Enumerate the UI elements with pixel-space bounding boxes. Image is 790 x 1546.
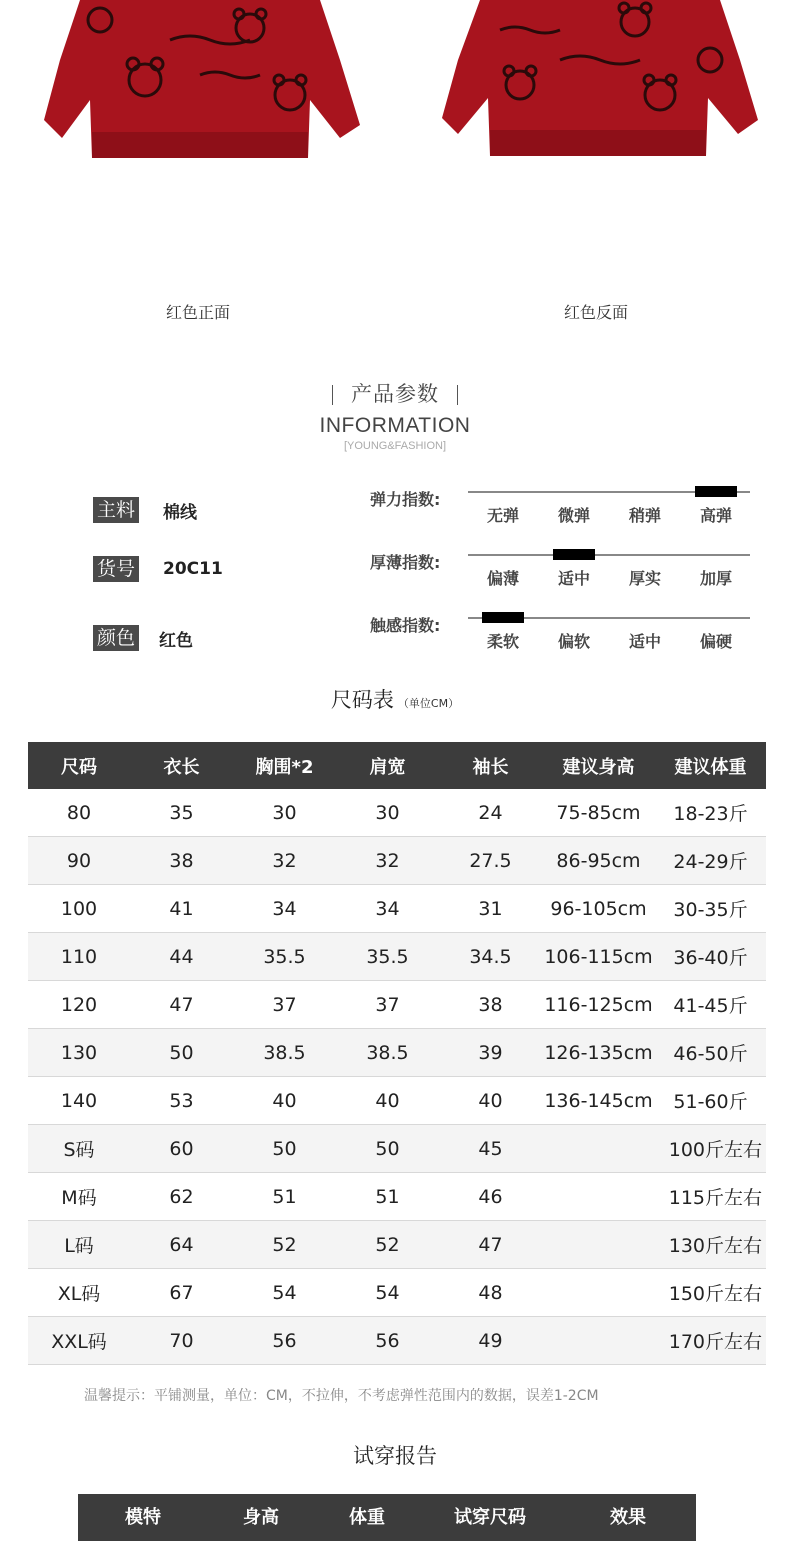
- table-cell: 130: [28, 1029, 130, 1077]
- table-row: [28, 1125, 766, 1173]
- table-cell: 56: [233, 1317, 336, 1365]
- try-on-header-cell: 身高: [243, 1507, 279, 1528]
- table-cell: 27.5: [439, 837, 542, 885]
- table-cell: 62: [130, 1173, 233, 1221]
- table-cell: 70: [130, 1317, 233, 1365]
- caption-back: 红色反面: [563, 303, 628, 322]
- table-cell: 150斤左右: [542, 1269, 766, 1317]
- table-cell: 140: [28, 1077, 130, 1125]
- index-option: 高弹: [699, 506, 732, 525]
- table-cell: 170斤左右: [542, 1317, 766, 1365]
- table-cell: 86-95cm: [542, 837, 655, 885]
- table-cell: 115斤左右: [542, 1173, 766, 1221]
- table-cell: 38: [439, 981, 542, 1029]
- caption-front: 红色正面: [165, 303, 230, 322]
- table-cell: 106-115cm: [542, 933, 655, 981]
- table-cell: 75-85cm: [542, 789, 655, 837]
- table-cell: 50: [130, 1029, 233, 1077]
- table-cell: 45: [439, 1125, 542, 1173]
- index-option: 偏硬: [699, 632, 732, 651]
- table-cell: 30: [233, 789, 336, 837]
- table-cell: 32: [233, 837, 336, 885]
- measurement-tip: 温馨提示：平铺测量，单位：CM，不拉伸，不考虑弹性范围内的数据，误差1-2CM: [84, 1388, 599, 1404]
- table-cell: 36-40斤: [655, 933, 766, 981]
- try-on-header-cell: 效果: [610, 1507, 646, 1528]
- table-cell: 39: [439, 1029, 542, 1077]
- index-elasticity: [370, 491, 760, 531]
- table-cell: 44: [130, 933, 233, 981]
- table-cell: XXL码: [28, 1317, 130, 1365]
- size-table-header-cell: 建议体重: [655, 742, 766, 789]
- table-cell: 48: [439, 1269, 542, 1317]
- index-option: 偏薄: [486, 569, 519, 588]
- table-cell: 18-23斤: [655, 789, 766, 837]
- table-cell: 24-29斤: [655, 837, 766, 885]
- table-row: [28, 1317, 766, 1365]
- table-cell: 80: [28, 789, 130, 837]
- table-cell: 35.5: [233, 933, 336, 981]
- size-chart-title: [0, 684, 790, 714]
- table-cell: 96-105cm: [542, 885, 655, 933]
- table-cell: 54: [336, 1269, 439, 1317]
- table-cell: 37: [233, 981, 336, 1029]
- table-cell: 67: [130, 1269, 233, 1317]
- table-cell: 38.5: [336, 1029, 439, 1077]
- index-option: 柔软: [486, 632, 519, 651]
- table-cell: 49: [439, 1317, 542, 1365]
- size-table-header-cell: 袖长: [439, 742, 542, 789]
- index-option: 适中: [557, 569, 590, 588]
- index-option: 微弹: [557, 506, 590, 525]
- index-marker: [553, 549, 595, 560]
- index-option: 无弹: [486, 506, 519, 525]
- table-cell: 51-60斤: [655, 1077, 766, 1125]
- table-cell: 46-50斤: [655, 1029, 766, 1077]
- param-key: 颜色: [93, 625, 139, 651]
- table-cell: 52: [336, 1221, 439, 1269]
- index-marker: [695, 486, 737, 497]
- table-cell: 53: [130, 1077, 233, 1125]
- table-cell: 38.5: [233, 1029, 336, 1077]
- table-cell: L码: [28, 1221, 130, 1269]
- table-cell: 34: [336, 885, 439, 933]
- index-marker: [482, 612, 524, 623]
- info-title-cn-text: 产品参数: [351, 382, 439, 406]
- param-color: [93, 625, 193, 651]
- index-option: 适中: [628, 632, 661, 651]
- size-table-header-cell: 胸围*2: [233, 742, 336, 789]
- table-cell: 54: [233, 1269, 336, 1317]
- table-cell: 24: [439, 789, 542, 837]
- table-cell: 50: [233, 1125, 336, 1173]
- info-subtitle: [YOUNG&FASHION]: [343, 440, 447, 452]
- table-cell: 60: [130, 1125, 233, 1173]
- table-row: [28, 1077, 766, 1125]
- param-item-number: [93, 556, 223, 582]
- table-cell: 30-35斤: [655, 885, 766, 933]
- table-cell: 116-125cm: [542, 981, 655, 1029]
- size-table-header-cell: 衣长: [130, 742, 233, 789]
- table-cell: 40: [233, 1077, 336, 1125]
- info-title-cn: [0, 378, 790, 408]
- table-cell: 34.5: [439, 933, 542, 981]
- index-option: 偏软: [557, 632, 590, 651]
- table-cell: 32: [336, 837, 439, 885]
- index-option: 加厚: [699, 569, 732, 588]
- table-row: [28, 1221, 766, 1269]
- param-key: 主料: [93, 497, 139, 523]
- index-label: 弹力指数:: [370, 490, 441, 509]
- table-row: [28, 981, 766, 1029]
- info-header: [0, 378, 790, 452]
- size-table-header-cell: 建议身高: [542, 742, 655, 789]
- table-cell: 41: [130, 885, 233, 933]
- table-cell: 41-45斤: [655, 981, 766, 1029]
- table-cell: 38: [130, 837, 233, 885]
- try-on-header-row: [78, 1494, 696, 1541]
- table-cell: S码: [28, 1125, 130, 1173]
- try-on-header-cell: 体重: [349, 1507, 385, 1528]
- size-chart-title-text: 尺码表: [330, 688, 394, 712]
- size-table-header-row: [28, 742, 766, 789]
- table-cell: 64: [130, 1221, 233, 1269]
- table-cell: 100: [28, 885, 130, 933]
- size-chart-unit: （单位CM）: [397, 697, 460, 710]
- table-row: [28, 789, 766, 837]
- table-row: [28, 885, 766, 933]
- param-value: 20C11: [163, 559, 223, 579]
- table-row: [28, 837, 766, 885]
- table-row: [28, 1029, 766, 1077]
- size-table-header-cell: 肩宽: [336, 742, 439, 789]
- divider: [457, 385, 458, 405]
- table-cell: 47: [439, 1221, 542, 1269]
- table-cell: 120: [28, 981, 130, 1029]
- table-row: [28, 1269, 766, 1317]
- table-row: [28, 1173, 766, 1221]
- table-cell: XL码: [28, 1269, 130, 1317]
- divider: [332, 385, 333, 405]
- table-cell: 35: [130, 789, 233, 837]
- param-material: [93, 497, 197, 523]
- table-cell: 51: [336, 1173, 439, 1221]
- table-cell: 110: [28, 933, 130, 981]
- table-row: [28, 933, 766, 981]
- table-cell: 100斤左右: [542, 1125, 766, 1173]
- try-on-title: 试穿报告: [353, 1444, 437, 1468]
- param-value: 红色: [159, 630, 194, 651]
- table-cell: M码: [28, 1173, 130, 1221]
- table-cell: 34: [233, 885, 336, 933]
- index-scale-line: [468, 554, 750, 556]
- try-on-header-cell: 模特: [125, 1507, 161, 1528]
- table-cell: 47: [130, 981, 233, 1029]
- index-label: 触感指数:: [370, 616, 441, 635]
- param-value: 棉线: [163, 502, 198, 523]
- table-cell: 90: [28, 837, 130, 885]
- table-cell: 130斤左右: [542, 1221, 766, 1269]
- sweater-front-image: [40, 0, 360, 165]
- index-option: 稍弹: [628, 506, 661, 525]
- index-option: 厚实: [628, 569, 661, 588]
- table-cell: 46: [439, 1173, 542, 1221]
- table-cell: 40: [336, 1077, 439, 1125]
- table-cell: 126-135cm: [542, 1029, 655, 1077]
- table-cell: 37: [336, 981, 439, 1029]
- table-cell: 56: [336, 1317, 439, 1365]
- table-cell: 52: [233, 1221, 336, 1269]
- param-key: 货号: [93, 556, 139, 582]
- index-label: 厚薄指数:: [370, 553, 441, 572]
- table-cell: 50: [336, 1125, 439, 1173]
- info-title-en: INFORMATION: [319, 414, 471, 437]
- table-cell: 30: [336, 789, 439, 837]
- sweater-back-image: [440, 0, 760, 165]
- table-cell: 40: [439, 1077, 542, 1125]
- try-on-header-cell: 试穿尺码: [454, 1507, 526, 1528]
- size-table-header-cell: 尺码: [28, 742, 130, 789]
- table-cell: 136-145cm: [542, 1077, 655, 1125]
- table-cell: 51: [233, 1173, 336, 1221]
- index-touch: [370, 617, 760, 657]
- table-cell: 35.5: [336, 933, 439, 981]
- index-thickness: [370, 554, 760, 594]
- table-cell: 31: [439, 885, 542, 933]
- size-table: [28, 742, 766, 1365]
